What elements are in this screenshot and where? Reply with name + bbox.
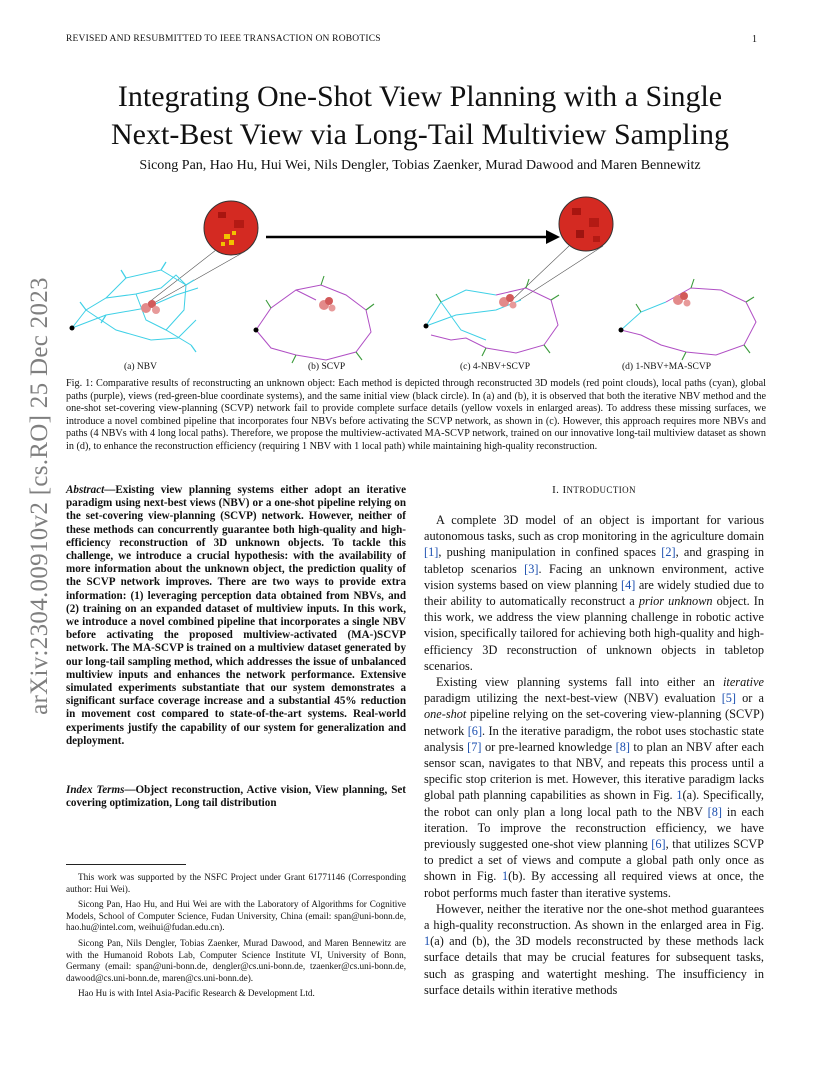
text: in each iteration. To improve the reconstruction efficiency, we have previously suggested one-shot view planning [424,804,764,852]
figure-link[interactable]: 1 [676,788,683,803]
text: A complete 3D model of an object is important for various autonomous tasks, such as crop monitoring in the agriculture domain [424,513,764,544]
text: , pushing manipulation in confined spaces [438,545,662,560]
intro-paragraph-3 [424,901,764,998]
citation-link[interactable]: [6] [467,723,483,738]
panel-label-b: (b) SCVP [308,362,346,372]
figure-link[interactable]: 1 [501,869,509,884]
section-title-rest: NTRODUCTION [566,485,636,495]
text: . In the iterative paradigm, the robot uses stochastic state analysis [424,723,764,754]
index-terms-text: —Object reconstruction, Active vision, View planning, Set covering optimization, Long tail distribution [66,784,407,810]
panel-d-scene [619,279,757,372]
introduction-body [424,512,764,998]
citation-link[interactable]: [6] [651,837,666,852]
citation-link[interactable]: [3] [524,561,539,576]
emphasis: iterative [723,675,764,690]
text: , that utilizes SCVP to predict a set of views and compute a global path only once as shown in Fig. [424,837,764,884]
text: , and grasping in tabletop scenarios [424,545,764,576]
panel-a-scene [70,262,199,372]
page-number: 1 [752,34,757,45]
index-terms [66,784,406,810]
text: pipeline relying on the set-covering view-planning (SCVP) network [424,707,764,738]
citation-link[interactable]: [7] [467,739,482,754]
zoom-guides [148,246,603,303]
panel-label-a: (a) NBV [124,362,157,372]
emphasis: prior unknown [638,594,713,609]
title-line-1: Integrating One-Shot View Planning with a Single [117,80,723,113]
point-cloud-b [319,297,336,312]
title-line-2: Next-Best View via Long-Tail Multiview Sampling [111,118,729,151]
section-heading-introduction [424,484,764,496]
footnote-funding: This work was supported by the NSFC Project under Grant 61771146 (Corresponding author: Hui Wei). [66,872,406,894]
footnotes [66,872,406,1004]
footnote-affiliation-fudan: Sicong Pan, Hao Hu, and Hui Wei are with the Laboratory of Algorithms for Cognitive Models, School of Computer Science, Fudan University, China (email: span@uni-bonn.de, hao.hu@intel.com, weihui@fudan.edu.cn). [66,899,406,933]
footnote-affiliation-bonn: Sicong Pan, Nils Dengler, Tobias Zaenker, Murad Dawood, and Maren Bennewitz are with the Humanoid Robots Lab, Computer Science Institute VI, University of Bonn, Germany (email: span@uni-bonn.de, dengler@cs.uni-bonn.de, tzaenker@cs.uni-bonn.de, dawood@cs.uni-bonn.de, maren@cs.uni-bonn.de). [66,937,406,983]
text: Existing view planning systems fall into either an [436,675,724,690]
panel-c-scene [424,279,560,372]
initial-view-a [70,326,75,331]
abstract-text: —Existing view planning systems either adopt an iterative paradigm using next-best views (NBV) or a one-shot pipeline relying on the set-covering view-planning (SCVP) network. However, neither of these methods can concurrently guarantee both high-quality and high-efficiency reconstruction of 3D unknown objects. To tackle this challenge, we introduce a crucial hypothesis: with the availability of more information about the unknown object, the prediction quality of the SCVP network improves. There are two ways to provide extra information: (1) leveraging perception data obtained from NBVs, and (2) training on an expanded dataset of multiview inputs. In this work, we introduce a novel combined pipeline that incorporates a single NBV before activating the proposed multiview-activated (MA-)SCVP network. The MA-SCVP is trained on a multiview dataset generated by our long-tail sampling method, which addresses the issue of unbalanced multiview inputs and enhances the network performance. Extensive simulated experiments substantiate that our system demonstrates a significant surface coverage increase and a substantial 45% reduction in movement cost compared to state-of-the-art systems. Real-world experiments justify the capability of our system for generalization and deployment. [66,484,406,747]
author-list: Sicong Pan, Hao Hu, Hui Wei, Nils Dengler, Tobias Zaenker, Murad Dawood and Maren Bennewitz [139,158,701,173]
section-title-first: I [562,484,567,496]
enlarged-view-left [204,201,258,255]
footnote-affiliation-intel: Hao Hu is with Intel Asia-Pacific Research & Development Ltd. [78,988,315,999]
comparison-arrow-head [546,230,560,244]
text: (b). By accessing all required views at once, the robot performs much faster than iterative systems. [424,869,764,900]
arxiv-stamp-text: arXiv:2304.00910v2 [cs.RO] 25 Dec 2023 [26,277,53,715]
text: (a) and (b), the 3D models reconstructed by these methods lack surface details that may be crucial features for subsequent tasks, such as grasping and watertight meshing. The insufficiency in surface details within iterative methods [424,934,764,997]
paper-title [40,78,800,154]
panel-b-scene [254,276,375,372]
text: However, neither the iterative nor the one-shot method guarantees a high-quality reconstruction. As shown in the enlarged area in Fig. [424,901,764,933]
text: or a [736,691,764,706]
running-head: REVISED AND RESUBMITTED TO IEEE TRANSACTION ON ROBOTICS [66,34,381,44]
figure-1-illustration [66,190,766,375]
figure-link[interactable]: 1 [424,934,431,949]
text: to plan an NBV after each sensor scan, navigates to that NBV, and repeats this process until a specific stop criterion is met. However, this iterative paradigm lacks global path planning capabilities as shown in Fig. [424,739,764,803]
text: (a). Specifically, the robot can only plan a long local path to the NBV [424,788,764,819]
point-cloud-d [673,292,691,307]
text: paradigm utilizing the next-best-view (NBV) evaluation [424,691,722,706]
point-cloud-a [141,300,160,314]
abstract [66,484,406,748]
figure-1 [66,190,766,375]
text: or pre-learned knowledge [481,739,616,754]
panel-label-c: (c) 4-NBV+SCVP [460,362,531,372]
citation-link[interactable]: [8] [707,804,722,819]
footnote-divider [66,864,186,865]
text: are widely studied due to their ability to automatically reconstruct a [424,577,764,609]
arxiv-stamp [18,277,62,715]
section-number: I. [552,484,563,496]
panel-label-d: (d) 1-NBV+MA-SCVP [622,362,712,372]
figure-caption: Fig. 1: Comparative results of reconstructing an unknown object: Each method is depicted through reconstructed 3D models (red point clouds), local paths (cyan), global paths (purple), views (red-green-blue coordinate systems), and the same initial view (black circle). In (a) and (b), it is observed that both the iterative NBV method and the one-shot set-covering view-planning (SCVP) network fail to provide complete surface details (yellow voxels in enlarged areas). To address these missing surfaces, we introduce a novel combined pipeline that incorporates four NBVs before activating the SCVP network, as shown in (c). However, this approach requires more NBVs and paths (4 NBVs with 4 long local paths). Therefore, we propose the multiview-activated MA-SCVP network, trained on our innovative long-tail multiview dataset as shown in (d), to enhance the reconstruction efficiency (requiring 1 NBV with 1 local path) while maintaining high-quality reconstruction. [66,378,766,452]
abstract-label: Abstract [66,484,105,496]
initial-view-c [424,324,429,329]
index-terms-label: Index Terms [66,784,125,796]
enlarged-view-right [559,197,613,251]
citation-link[interactable]: [2] [661,545,676,560]
citation-link[interactable]: [5] [721,691,737,706]
intro-paragraph-2 [424,674,764,901]
citation-link[interactable]: [1] [424,545,439,560]
initial-view-b [254,328,259,333]
citation-link[interactable]: [4] [621,577,636,592]
text: . Facing an unknown environment, active vision systems based on view planning [424,561,765,592]
intro-paragraph-1 [424,512,764,674]
point-cloud-c [499,294,517,309]
emphasis: one-shot [424,707,467,722]
initial-view-d [619,328,624,333]
citation-link[interactable]: [8] [615,739,630,754]
text: object. In this work, we address the view planning challenge in robotic active vision, specifically tailored for achieving both high-quality and high-efficiency 3D reconstruction of unknown objects in tabletop scenarios. [424,594,764,673]
